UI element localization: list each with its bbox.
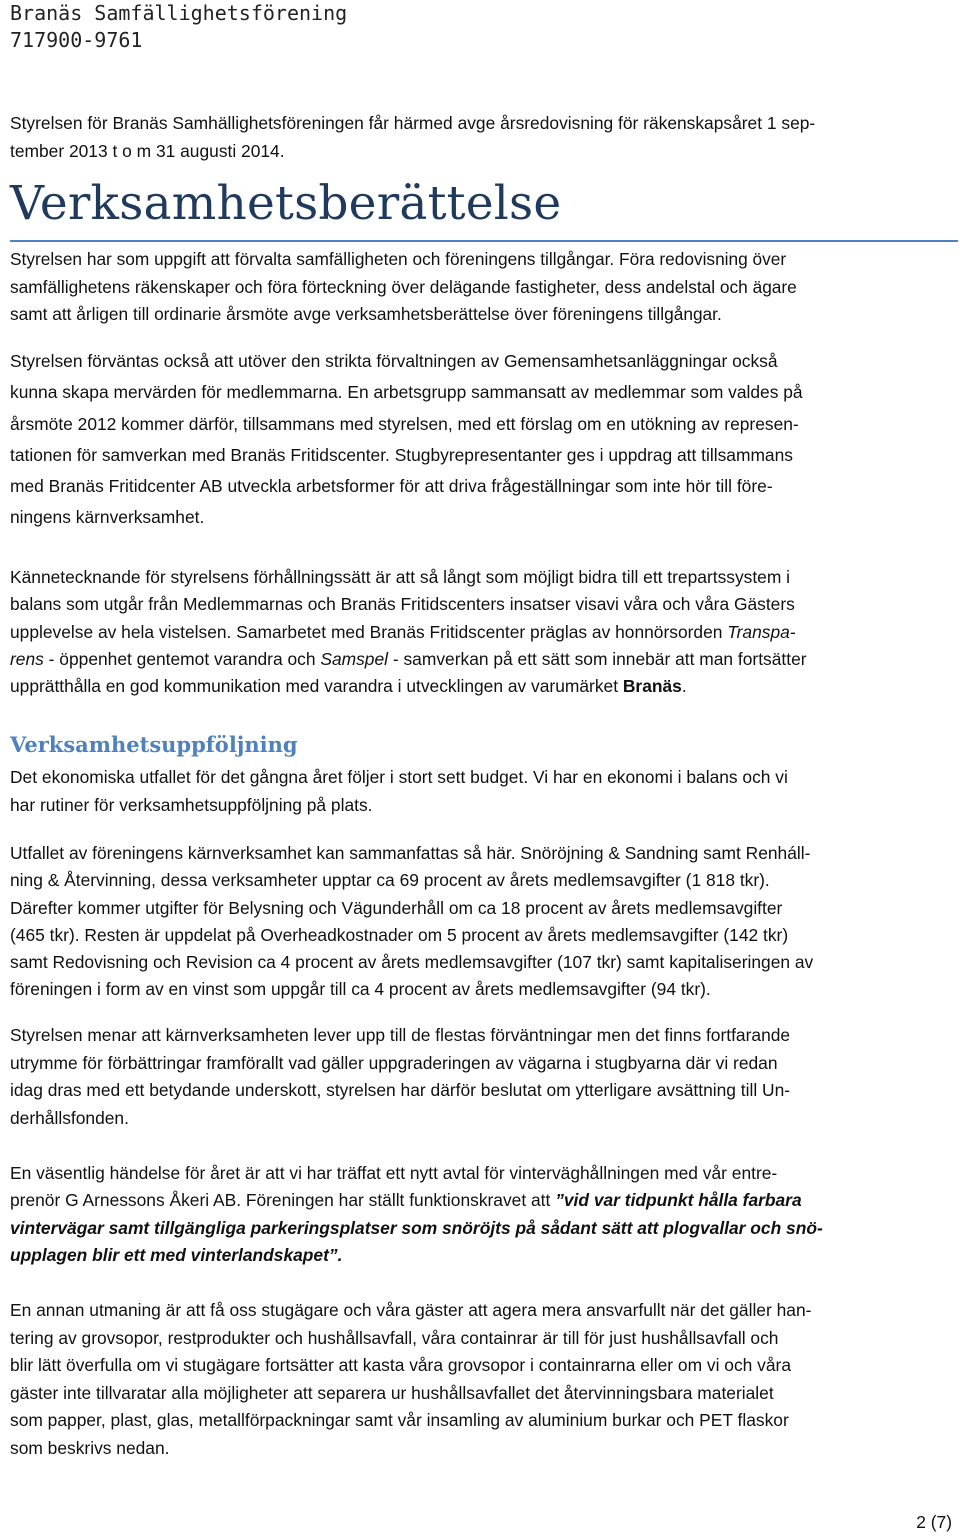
paragraph-line: balans som utgår från Medlemmarnas och Branäs Fritidscenters insatser visavi våra och våra Gästers [10,594,795,615]
text-run: prenör G Arnessons Åkeri AB. Föreningen har ställt funktionskravet att [10,1190,556,1211]
intro-paragraph [10,109,954,165]
paragraph-line: som beskrivs nedan. [10,1437,170,1458]
paragraph-line: Styrelsen har som uppgift att förvalta samfälligheten och föreningens tillgångar. Föra redovisning över [10,249,787,269]
paragraph-line: gäster inte tillvaratar alla möjligheter att separera ur hushållsavfallet det återvinningsbara materialet [10,1382,774,1403]
paragraph-line: tering av grovsopor, restprodukter och hushållsavfall, våra containrar är till för just hushållsavfall och [10,1327,779,1348]
paragraph-line: En annan utmaning är att få oss stugägare och våra gäster att agera mera ansvarfullt när det gäller han- [10,1300,812,1320]
paragraph-line: ningens kärnverksamhet. [10,507,205,528]
paragraph-line: samt att årligen till ordinarie årsmöte avge verksamhetsberättelse över föreningens tillgångar. [10,304,722,324]
paragraph-line [10,619,954,646]
paragraph-line: Kännetecknande för styrelsens förhållningssätt är att så långt som möjligt bidra till ett trepartssystem i [10,567,791,587]
paragraph-line [10,673,954,700]
paragraph-line: har rutiner för verksamhetsuppföljning på plats. [10,794,373,815]
paragraph-line: En väsentlig händelse för året är att vi har träffat ett nytt avtal för vinterväghållningen med vår entre- [10,1163,778,1183]
title-underline [10,240,958,242]
paragraph-line: Utfallet av föreningens kärnverksamhet kan sammanfattas så här. Snöröjning & Sandning samt Renháll- [10,843,811,863]
page-number: 2 (7) [916,1512,952,1532]
section2-paragraph-3 [10,1022,954,1132]
paragraph-line: utrymme för förbättringar framförallt vad gäller uppgraderingen av vägarna i stugbyarna där vi redan [10,1052,778,1073]
paragraph-line: idag dras med ett betydande underskott, styrelsen har därför beslutat om ytterligare avsättning till Un- [10,1080,791,1100]
text-run: - samverkan på ett sätt som innebär att man fortsätter [388,648,807,669]
paragraph-line: Styrelsen menar att kärnverksamheten lever upp till de flestas förväntningar men det finns fortfarande [10,1025,791,1045]
paragraph-line: Därefter kommer utgifter för Belysning och Vägunderhåll om ca 18 procent av årets medlemsavgifter [10,897,783,918]
bold-italic-quote: ”vid var tidpunkt hålla farbara [555,1190,802,1211]
paragraph-line: med Branäs Fritidcenter AB utveckla arbetsformer för att driva frågeställningar som inte hör till före- [10,476,773,497]
italic-text: Samspel [320,648,389,669]
paragraph-line: samt Redovisning och Revision ca 4 procent av årets medlemsavgifter (107 tkr) samt kapitaliseringen av [10,952,814,973]
paragraph-line: som papper, plast, glas, metallförpackningar samt vår insamling av aluminium burkar och PET flaskor [10,1410,789,1430]
section-title-verksamhetsuppfoljning: Verksamhetsuppföljning [10,732,298,757]
paragraph-line: kunna skapa mervärden för medlemmarna. En arbetsgrupp sammansatt av medlemmar som valdes på [10,382,803,403]
italic-text: Transpa- [727,621,796,642]
section1-paragraph-2 [10,346,954,534]
section1-paragraph-3 [10,564,954,700]
italic-text: rens [10,648,44,669]
paragraph-line: (465 tkr). Resten är uppdelat på Overheadkostnader om 5 procent av årets medlemsavgifter (142 tkr) [10,924,789,945]
section-title-verksamhetsberattelse: Verksamhetsberättelse [10,176,562,231]
paragraph-line: tationen för samverkan med Branäs Fritidscenter. Stugbyrepresentanter ges i uppdrag att tillsammans [10,444,793,465]
paragraph-line: samfällighetens räkenskaper och föra förteckning över delägande fastigheter, dess andelstal och ägare [10,276,797,297]
paragraph-line: årsmöte 2012 kommer därför, tillsammans med styrelsen, med ett förslag om en utökning av represen- [10,413,799,434]
bold-italic-quote: vintervägar samt tillgängliga parkeringsplatser som snöröjts på sådant sätt att plogvallar och snö- [10,1217,823,1238]
intro-line: Styrelsen för Branäs Samhällighetsföreningen får härmed avge årsredovisning för räkenskapsåret 1 sep- [10,113,816,133]
header-org-name: Branäs Samfällighetsförening [10,1,348,25]
paragraph-line: föreningen i form av en vinst som uppgår till ca 4 procent av årets medlemsavgifter (94 tkr). [10,979,711,1000]
section1-paragraph-1 [10,246,954,329]
paragraph-line: Det ekonomiska utfallet för det gångna året följer i stort sett budget. Vi har en ekonomi i balans och vi [10,767,788,787]
text-run: upprätthålla en god kommunikation med varandra i utvecklingen av varumärket [10,676,623,697]
text-run: upplevelse av hela vistelsen. Samarbetet med Branäs Fritidscenter präglas av honnörsorden [10,621,728,642]
text-run: . [681,676,687,697]
paragraph-line [10,646,954,673]
bold-text: Branäs [622,676,682,697]
section2-paragraph-1 [10,764,954,819]
paragraph-line: ning & Återvinning, dessa verksamheter upptar ca 69 procent av årets medlemsavgifter (1 818 tkr). [10,870,770,891]
section2-paragraph-5 [10,1297,954,1462]
intro-line: tember 2013 t o m 31 augusti 2014. [10,141,285,161]
paragraph-line [10,1187,954,1214]
paragraph-line: derhållsfonden. [10,1107,129,1128]
section2-paragraph-4 [10,1160,954,1269]
section2-paragraph-2 [10,840,954,1004]
header-org-number: 717900-9761 [10,28,143,52]
text-run: - öppenhet gentemot varandra och [43,648,321,669]
paragraph-line: blir lätt överfulla om vi stugägare fortsätter att kasta våra grovsopor i containrarna eller om vi och våra [10,1355,791,1375]
paragraph-line: Styrelsen förväntas också att utöver den strikta förvaltningen av Gemensamhetsanläggningar också [10,351,778,371]
bold-italic-quote: upplagen blir ett med vinterlandskapet”. [10,1244,343,1265]
